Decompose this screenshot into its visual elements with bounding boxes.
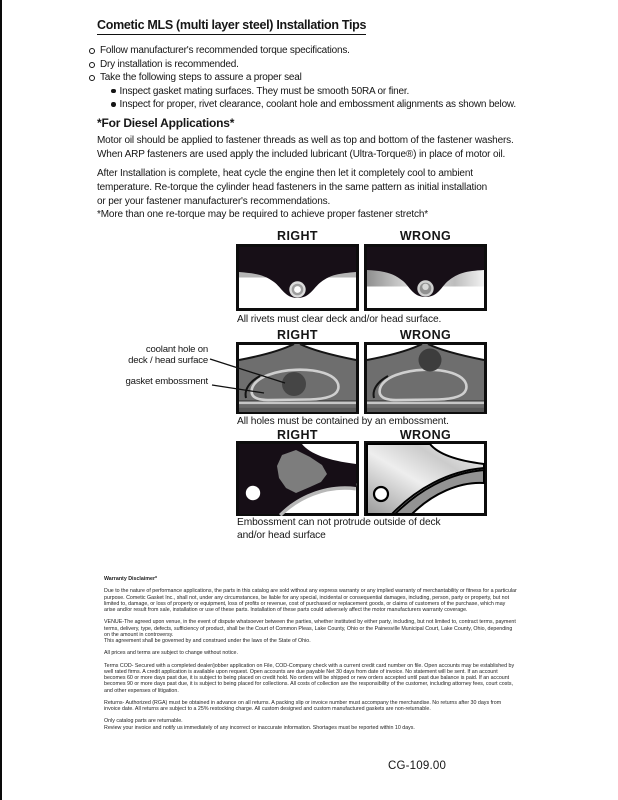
paragraph-line: or per your fastener manufacturer's recommendations. [97, 195, 331, 207]
diagram-row2-wrong [364, 342, 487, 414]
bullet-text: Inspect for proper, rivet clearance, coolant hole and embossment alignments as shown below. [119, 99, 516, 110]
row2-right-label: RIGHT [277, 328, 318, 342]
row1-right-label: RIGHT [277, 229, 318, 243]
rivet-center [422, 284, 428, 290]
diagram-row3-right [236, 441, 359, 516]
diagram-row1-wrong [364, 244, 487, 311]
list-item [89, 44, 516, 58]
row2-wrong-label: WRONG [399, 328, 452, 342]
rivet-center [294, 286, 301, 293]
legal-paragraph: VENUE-The agreed upon venue, in the event of dispute whatsoever between the parties, whether instituted by either party, including, but not limited to, contract terms, payment terms, delivery, type, defects, sufficiency of product, shall be the Court of Common Pleas, Lake County, Ohio or the Painesville Municipal Court, Lake County, Ohio, depending on the amount in controversy. [104, 619, 516, 638]
bullet-text: Follow manufacturer's recommended torque specifications. [100, 45, 350, 56]
bullet-text: Inspect gasket mating surfaces. They must be smooth 50RA or finer. [119, 85, 410, 97]
annotation-text: coolant hole on [145, 344, 208, 355]
list-item [111, 98, 516, 112]
bullet-text: Take the following steps to assure a proper seal [100, 72, 302, 83]
legal-paragraph: Returns- Authorized (RGA) must be obtained in advance on all returns. A packing slip or invoice number must accompany the merchandise. No returns after 30 days from invoice date. All returns are subject to a 25% restocking charge. All custom designed and custom manufactured gaskets are non-returnable. [104, 699, 502, 712]
diagram-row1-right [236, 244, 359, 311]
bottom-light-strip [367, 402, 484, 405]
legal-paragraph: Terms COD- Secured with a completed dealer/jobber application on File, COD-Company check with a current credit card number on file. Open accounts may be established by well rated firms. A credit application is available upon request. Open accounts are due payable Net 30 days from date of invoice. No statement will be sent. If an account becomes 60 or more days past due, it is subject to being placed on credit hold. No orders will be shipped or new orders accepted until past due balance is paid. If an account becomes 90 or more days past due, it is subject to being placed for collections. All costs of collection are the responsibility of the customer, including attorney fees, court costs, and other expenses of litigation. [104, 662, 515, 694]
row1-caption: All rivets must clear deck and/or head surface. [237, 314, 442, 325]
legal-paragraph: Only catalog parts are returnable. [104, 718, 183, 725]
bullet-icon [89, 75, 95, 81]
row3-caption [237, 517, 441, 542]
paragraph-line: temperature. Re-torque the cylinder head fasteners in the same pattern as initial installation [97, 181, 488, 193]
paragraph-line: After Installation is complete, heat cycle the engine then let it completely cool to ambient [97, 168, 473, 179]
coolant-hole [419, 349, 442, 372]
bolt-hole [374, 487, 388, 501]
list-item [89, 58, 516, 72]
page-edge-line [0, 0, 2, 800]
legal-paragraph: Due to the nature of performance applications, the parts in this catalog are sold without any express warranty or any implied warranty of merchantability or fitness for a particular purpose. Cometic Gasket Inc., shall not, under any circumstances, be liable for any special, incidental or consequential damages, including, person, party or property, but not limited to, damage, or loss of property or equipment, loss of profits or revenue, cost of purchased or replacement goods, or claims of customers of the purchase, which may arise and/or result from sale, installation or use of these parts. Installation of these parts could adversely affect the motor manufacturers warranty coverage. [104, 588, 517, 613]
paragraph-line: Motor oil should be applied to fastener threads as well as top and bottom of the fastener washers. [97, 135, 514, 146]
caption-line: Embossment can not protrude outside of deck [237, 517, 441, 528]
catalog-page-code: CG-109.00 [388, 760, 447, 772]
row3-wrong-label: WRONG [399, 428, 452, 442]
bullet-text: Dry installation is recommended. [100, 58, 239, 70]
tips-list [89, 44, 516, 112]
legal-paragraph: Review your invoice and notify us immediately of any incorrect or inaccurate information. Shortages must be reported within 10 days. [104, 724, 415, 731]
row1-wrong-label: WRONG [399, 229, 452, 243]
row2-caption: All holes must be contained by an embossment. [237, 416, 449, 427]
legal-paragraph: This agreement shall be governed by and construed under the laws of the State of Ohio. [104, 638, 311, 644]
diesel-heading: *For Diesel Applications* [97, 116, 235, 130]
page-title: Cometic MLS (multi layer steel) Installation Tips [97, 18, 366, 35]
legal-paragraph: All prices and terms are subject to change without notice. [104, 650, 238, 657]
annotation-text: deck / head surface [128, 355, 208, 366]
diesel-paragraph-1 [97, 134, 514, 162]
paragraph-line: When ARP fasteners are used apply the included lubricant (Ultra-Torque®) in place of motor oil. [97, 148, 506, 160]
bolt-hole [246, 486, 260, 500]
row3-right-label: RIGHT [277, 428, 318, 442]
annotation-leader-lines [150, 340, 370, 410]
bullet-icon [111, 102, 116, 107]
list-item [89, 71, 516, 85]
legal-fine-print [104, 576, 517, 737]
bullet-icon [89, 48, 95, 54]
list-item [111, 85, 516, 99]
bullet-icon [89, 62, 95, 68]
diesel-paragraph-2 [97, 167, 487, 208]
retorque-note: *More than one re-torque may be required to achieve proper fastener stretch* [97, 209, 429, 220]
bullet-icon [111, 89, 116, 94]
caption-line: and/or head surface [237, 529, 326, 541]
diagram-row3-wrong [364, 441, 487, 516]
annotation-text: gasket embossment [125, 376, 208, 387]
warranty-disclaimer-heading: Warranty Disclaimer* [104, 576, 158, 582]
